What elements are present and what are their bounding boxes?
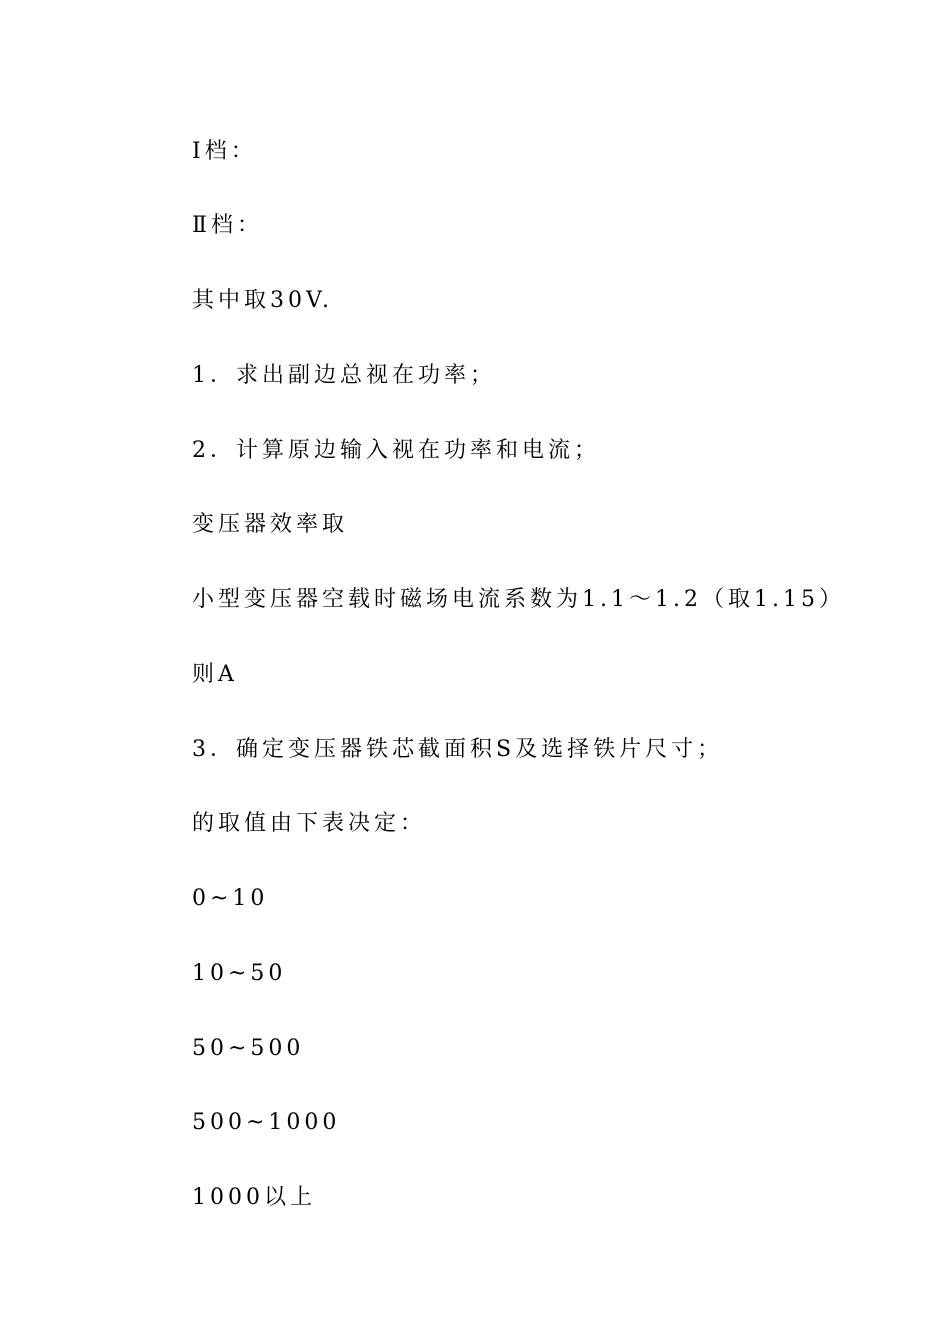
line-coefficient: 小型变压器空载时磁场电流系数为1.1～1.2（取1.15） xyxy=(192,587,845,612)
line-range-50-500: 50~500 xyxy=(192,1036,305,1061)
line-range-500-1000: 500~1000 xyxy=(192,1110,341,1135)
line-then-a: 则A xyxy=(192,662,238,687)
line-step-1: 1．求出副边总视在功率； xyxy=(192,363,496,388)
line-range-0-10: 0~10 xyxy=(192,886,269,911)
line-efficiency: 变压器效率取 xyxy=(192,512,349,537)
line-range-10-50: 10~50 xyxy=(192,961,287,986)
line-table-intro: 的取值由下表决定： xyxy=(192,811,427,836)
line-step-2: 2．计算原边输入视在功率和电流； xyxy=(192,438,600,463)
line-gear-2: Ⅱ档： xyxy=(192,213,263,238)
line-step-3: 3．确定变压器铁芯截面积S及选择铁片尺寸； xyxy=(192,737,724,762)
line-gear-1: Ⅰ档： xyxy=(192,139,257,164)
line-take-30v: 其中取30V. xyxy=(192,288,334,313)
line-range-1000-plus: 1000以上 xyxy=(192,1185,316,1210)
